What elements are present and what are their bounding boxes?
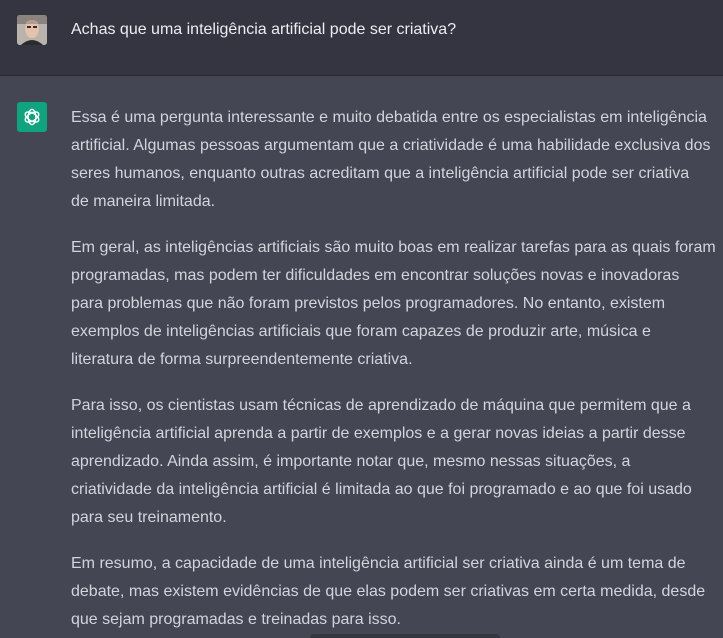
answer-line: de maneira limitada. bbox=[71, 193, 216, 210]
assistant-message-text bbox=[71, 104, 723, 638]
answer-line: para problemas que não foram previstos pelos programadores. No entanto, existem bbox=[71, 295, 666, 312]
user-message-text: Achas que uma inteligência artificial pode ser criativa? bbox=[71, 21, 457, 38]
openai-logo-icon bbox=[21, 106, 43, 128]
answer-paragraph bbox=[71, 104, 723, 216]
answer-line: programadas, mas podem ter dificuldades em encontrar soluções novas e inovadoras bbox=[71, 267, 680, 284]
answer-paragraph bbox=[71, 550, 723, 634]
answer-line: artificial. Algumas pessoas argumentam que a criatividade é uma habilidade exclusiva dos bbox=[71, 137, 711, 154]
user-message-row bbox=[0, 0, 723, 76]
answer-line: seres humanos, enquanto outras acreditam que a inteligência artificial pode ser criativa bbox=[71, 165, 690, 182]
user-photo-icon bbox=[17, 15, 47, 45]
answer-line: literatura de forma surpreendentemente criativa. bbox=[71, 351, 413, 368]
answer-paragraph bbox=[71, 234, 723, 374]
user-avatar bbox=[17, 15, 47, 45]
answer-paragraph bbox=[71, 392, 723, 532]
assistant-avatar bbox=[17, 102, 47, 132]
answer-line: debate, mas existem evidências de que elas podem ser criativas em certa medida, desde bbox=[71, 583, 706, 600]
answer-line: inteligência artificial aprenda a partir de exemplos e a gerar novas ideias a partir desse bbox=[71, 425, 686, 442]
answer-line: exemplos de inteligências artificiais que foram capazes de produzir arte, música e bbox=[71, 323, 651, 340]
answer-line: Em geral, as inteligências artificiais são muito boas em realizar tarefas para as quais foram bbox=[71, 239, 716, 256]
assistant-message-row bbox=[0, 76, 723, 638]
scroll-to-bottom-edge[interactable] bbox=[310, 634, 500, 638]
answer-line: para seu treinamento. bbox=[71, 509, 227, 526]
answer-line: que sejam programadas e treinadas para isso. bbox=[71, 611, 401, 628]
answer-line: Para isso, os cientistas usam técnicas de aprendizado de máquina que permitem que a bbox=[71, 397, 691, 414]
answer-line: criatividade da inteligência artificial é limitada ao que foi programado e ao que foi usado bbox=[71, 481, 692, 498]
answer-line: aprendizado. Ainda assim, é importante notar que, mesmo nessas situações, a bbox=[71, 453, 631, 470]
answer-line: Em resumo, a capacidade de uma inteligência artificial ser criativa ainda é um tema de bbox=[71, 555, 686, 572]
answer-line: Essa é uma pergunta interessante e muito debatida entre os especialistas em inteligência bbox=[71, 109, 707, 126]
